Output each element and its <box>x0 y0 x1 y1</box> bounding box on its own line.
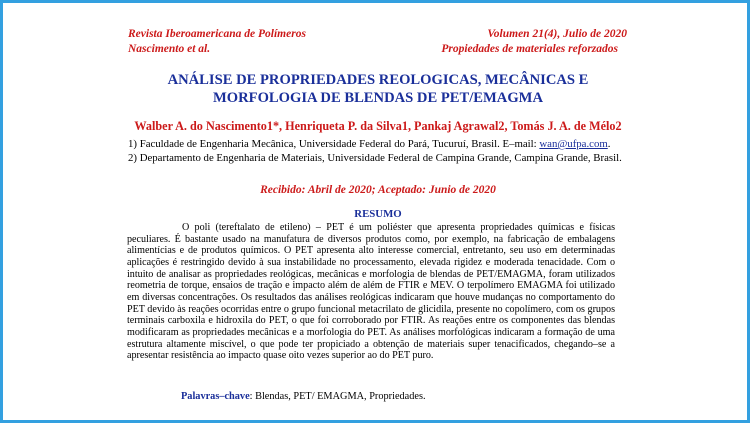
title-line-2: MORFOLOGIA DE BLENDAS DE PET/EMAGMA <box>212 90 543 106</box>
email-link[interactable]: wan@ufpa.com <box>539 138 608 150</box>
abstract-text: O poli (tereftalato de etileno) – PET é um poliéster que apresenta propriedades químicas e físicas peculiares. É bastante usado na manufatura de diversos produtos como, por exemplo, na fabricação de embalagens alimentícias e de produtos químicos. O PET apresenta alto interesse comercial, entretanto, seu uso em determinadas aplicações é restringido devido à sua instabilidade no processamento, elevada rigidez e moderada tenacidade. Com o intuito de analisar as propriedades reológicas, mecânicas e morfologia de blendas de PET/EMAGMA, foram utilizados reometria de torque, ensaios de tração e impacto além de além de FTIR e MEV. O terpolímero EMAGMA foi utilizado em diversas concentrações. Os resultados das análises reológicas indicaram que houve mudanças no comportamento do PET devido às reações ocorridas entre o grupo funcional metacrilato de glicidila, presente no copolímero, com os grupos terminais carboxila e hidroxila do PET, o que foi corroborado por FTIR. As reações entre os componentes das blendas modificaram as propriedades mecânicas e a morfologia do PET. As análises morfológicas indicaram a formação de uma estrutura altamente miscível, o que pode ter propiciado a obtenção de materiais super tenacificados, chegando–se a apresentar resistência ao impacto quase oito vezes superior ao do PET puro. <box>127 222 615 362</box>
title-line-1: ANÁLISE DE PROPRIEDADES REOLOGICAS, MECÂNICAS E <box>167 72 589 88</box>
header-authors: Nascimento et al. <box>128 43 211 55</box>
author-list: Walber A. do Nascimento1*, Henriqueta P. da Silva1, Pankaj Agrawal2, Tomás J. A. de Mélo2 <box>134 119 622 133</box>
journal-name: Revista Iberoamericana de Polímeros <box>128 28 306 40</box>
abstract-heading: RESUMO <box>354 208 402 220</box>
keywords-label: Palavras–chave <box>181 391 250 402</box>
received-accepted-dates: Recibido: Abril de 2020; Aceptado: Junio de 2020 <box>260 184 496 196</box>
keywords-list: : Blendas, PET/ EMAGMA, Propriedades. <box>249 391 426 402</box>
affiliation-2: 2) Departamento de Engenharia de Materiais, Universidade Federal de Campina Grande, Campina Grande, Brasil. <box>128 152 622 164</box>
volume-info: Volumen 21(4), Julio de 2020 <box>487 28 627 40</box>
affiliation-1-end: . <box>607 138 611 150</box>
section-name: Propiedades de materiales reforzados <box>441 43 618 55</box>
affiliation-1 <box>128 138 610 150</box>
keywords-line <box>181 391 426 402</box>
affiliation-1-text: 1) Faculdade de Engenharia Mecânica, Universidade Federal do Pará, Tucuruí, Brasil. E–mail: <box>128 138 540 150</box>
abstract-body <box>127 222 615 362</box>
